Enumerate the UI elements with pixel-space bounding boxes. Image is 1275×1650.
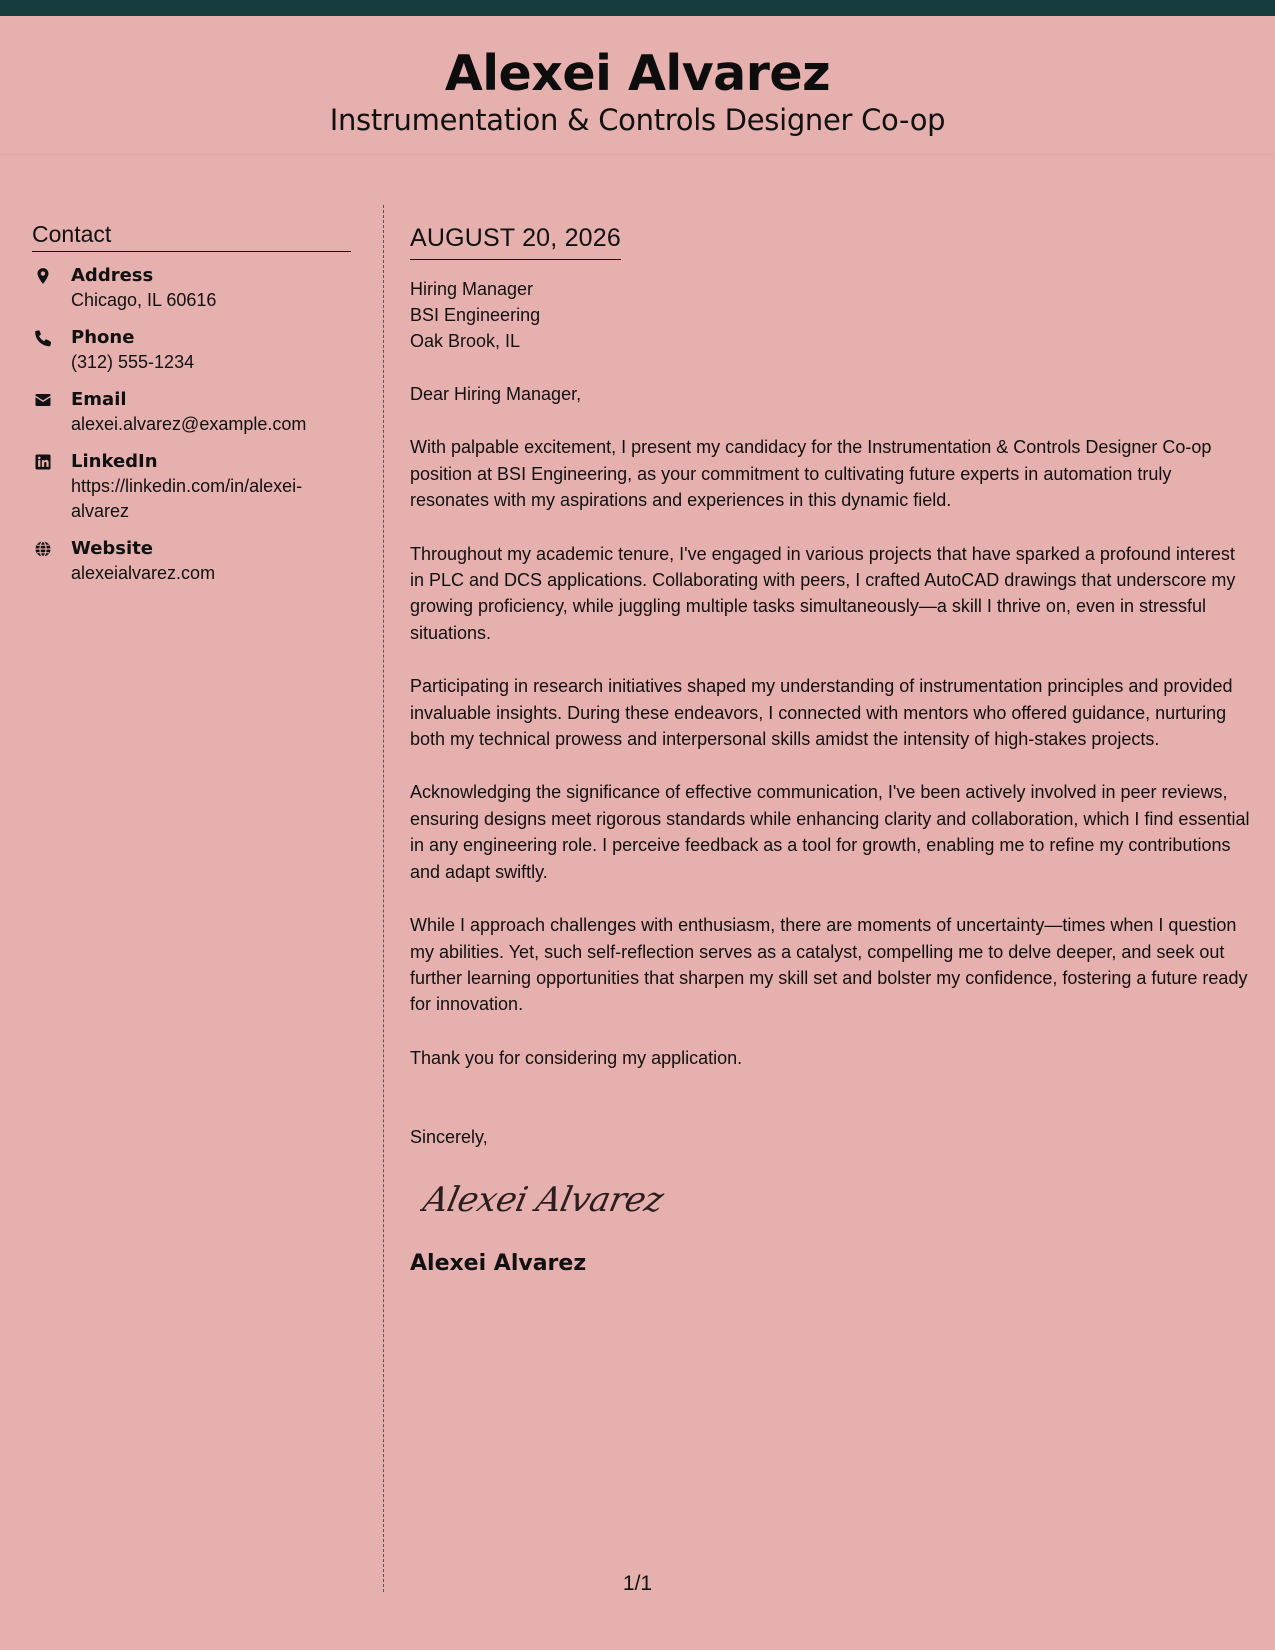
contact-heading: Contact — [32, 218, 351, 252]
page-number: 1/1 — [622, 1572, 653, 1595]
email-value[interactable]: alexei.alvarez@example.com — [71, 414, 307, 434]
top-accent-bar — [0, 0, 1275, 16]
letter-body — [410, 218, 1250, 1279]
handwritten-signature — [420, 1171, 1250, 1241]
contact-item-email — [32, 388, 351, 437]
phone-value: (312) 555-1234 — [71, 352, 195, 372]
linkedin-label: LinkedIn — [71, 451, 158, 472]
website-value[interactable]: alexeialvarez.com — [71, 563, 216, 583]
recipient-line: BSI Engineering — [410, 305, 541, 325]
resume-header — [0, 16, 1275, 155]
letter-paragraph: While I approach challenges with enthusiasm, there are moments of uncertainty—times when I question my abilities. Yet, such self-reflection serves as a catalyst, compelling me to delve deeper, and seek out further learning opportunities that sharpen my skill set and bolster my confidence, fostering a future ready for innovation. — [410, 915, 1248, 1015]
letter-paragraph: Thank you for considering my application. — [410, 1047, 743, 1068]
closing: Sincerely, — [410, 1127, 488, 1148]
contact-item-linkedin — [32, 450, 351, 524]
letter-paragraph: With palpable excitement, I present my candidacy for the Instrumentation & Controls Designer Co-op position at BSI Engineering, as your commitment to cultivating future experts in automation truly resonates with my aspirations and experiences in this dynamic field. — [410, 437, 1212, 511]
address-label: Address — [71, 265, 154, 286]
contact-item-website — [32, 537, 351, 586]
applicant-name: Alexei Alvarez — [444, 45, 831, 102]
column-divider — [383, 205, 384, 1592]
phone-label: Phone — [71, 327, 135, 348]
job-title: Instrumentation & Controls Designer Co-op — [329, 103, 946, 137]
globe-icon — [34, 540, 52, 558]
recipient-block — [410, 276, 1250, 354]
contact-item-address — [32, 264, 351, 313]
envelope-icon — [34, 391, 52, 409]
contact-item-phone — [32, 326, 351, 375]
letter-paragraph: Acknowledging the significance of effective communication, I've been actively involved in peer reviews, ensuring designs meet rigorous standards while enhancing clarity and collaboration, which I find essential in any engineering role. I perceive feedback as a tool for growth, enabling me to refine my contributions and adapt swiftly. — [410, 782, 1250, 882]
letter-date: AUGUST 20, 2026 — [410, 218, 621, 260]
phone-icon — [34, 329, 52, 347]
linkedin-icon — [34, 453, 52, 471]
email-label: Email — [71, 389, 127, 410]
contact-sidebar — [32, 218, 351, 586]
letter-paragraph: Throughout my academic tenure, I've engaged in various projects that have sparked a profound interest in PLC and DCS applications. Collaborating with peers, I crafted AutoCAD drawings that underscore my growing proficiency, while juggling multiple tasks simultaneously—a skill I thrive on, even in stressful situations. — [410, 543, 1236, 643]
salutation: Dear Hiring Manager, — [410, 384, 582, 404]
website-label: Website — [71, 538, 154, 559]
recipient-line: Hiring Manager — [410, 279, 534, 299]
letter-paragraph: Participating in research initiatives shaped my understanding of instrumentation principles and provided invaluable insights. During these endeavors, I connected with mentors who offered guidance, nurturing both my technical prowess and interpersonal skills amidst the intensity of high-stakes projects. — [410, 676, 1233, 750]
signer-name: Alexei Alvarez — [410, 1250, 587, 1276]
recipient-line: Oak Brook, IL — [410, 331, 521, 351]
map-pin-icon — [34, 267, 52, 285]
signature-text: Alexei Alvarez — [420, 1179, 667, 1220]
linkedin-value[interactable]: https://linkedin.com/in/alexei-alvarez — [71, 476, 303, 521]
address-value: Chicago, IL 60616 — [71, 290, 217, 310]
